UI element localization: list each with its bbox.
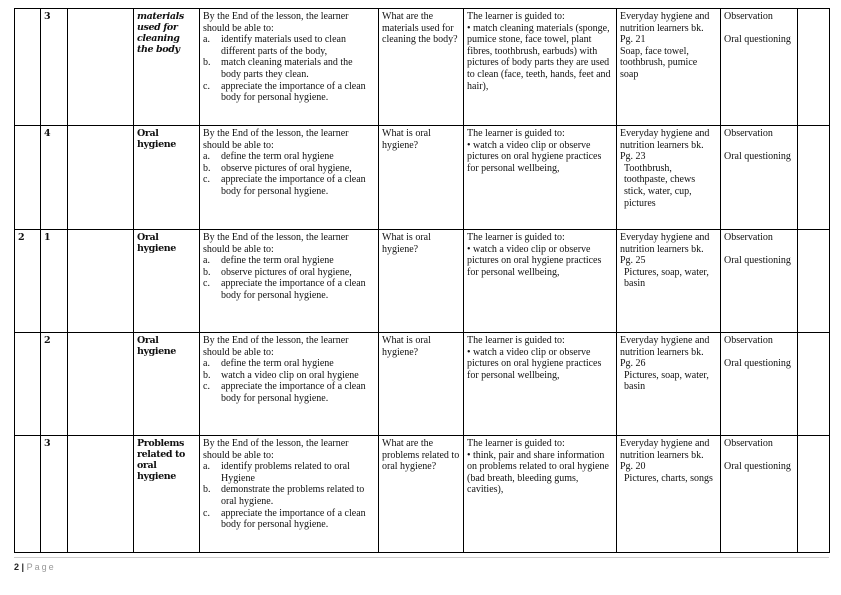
learning-experiences-cell: The learner is guided to: • watch a video clip or observe pictures on oral hygiene practices for personal wellbeing, <box>464 126 617 230</box>
learning-experiences-cell: The learner is guided to: • watch a video clip or observe pictures on oral hygiene practices for personal wellbeing, <box>464 333 617 436</box>
learning-resources-cell: Everyday hygiene and nutrition learners bk. Pg. 21 Soap, face towel, toothbrush, pumice soap <box>617 9 721 126</box>
outcome-item: c. appreciate the importance of a clean body for personal hygiene. <box>203 381 366 404</box>
key-inquiry-question-cell: What is oral hygiene? <box>379 126 464 230</box>
lesson-cell: 1 <box>41 230 68 333</box>
outcome-item: b. observe pictures of oral hygiene, <box>203 266 352 278</box>
outcome-item: c. appreciate the importance of a clean body for personal hygiene. <box>203 174 366 197</box>
assessment-cell: Observation Oral questioning <box>721 126 798 230</box>
substrand-cell: Problems related to oral hygiene <box>134 436 200 553</box>
remarks-cell <box>798 333 830 436</box>
week-cell <box>15 333 41 436</box>
strand-cell <box>68 230 134 333</box>
substrand-cell: materials used for cleaning the body <box>134 9 200 126</box>
outcome-item: c. appreciate the importance of a clean body for personal hygiene. <box>203 507 366 531</box>
learning-resources-cell: Everyday hygiene and nutrition learners bk. Pg. 26 Pictures, soap, water, basin <box>617 333 721 436</box>
table-row <box>15 436 830 553</box>
outcome-item: a. define the term oral hygiene <box>203 358 334 370</box>
key-inquiry-question-cell: What are the materials used for cleaning the body? <box>379 9 464 126</box>
learning-resources-cell: Everyday hygiene and nutrition learners bk. Pg. 23 Toothbrush, toothpaste, chews stick, water, cup, pictures <box>617 126 721 230</box>
outcome-item: c. appreciate the importance of a clean body for personal hygiene. <box>203 278 366 301</box>
assessment-cell: Observation Oral questioning <box>721 333 798 436</box>
strand-cell <box>68 126 134 230</box>
week-cell: 2 <box>15 230 41 333</box>
substrand-cell: Oral hygiene <box>134 126 200 230</box>
outcome-item: a. identify materials used to clean different parts of the body, <box>203 34 346 57</box>
key-inquiry-question-cell: What is oral hygiene? <box>379 333 464 436</box>
week-cell <box>15 9 41 126</box>
table-row <box>15 333 830 436</box>
outcome-item: a. define the term oral hygiene <box>203 151 334 163</box>
lesson-cell: 4 <box>41 126 68 230</box>
remarks-cell <box>798 126 830 230</box>
outcome-item: a. define the term oral hygiene <box>203 255 334 267</box>
table-row <box>15 230 830 333</box>
strand-cell <box>68 9 134 126</box>
outcome-item: b. watch a video clip on oral hygiene <box>203 369 359 381</box>
outcome-item: a. identify problems related to oral Hygiene <box>203 461 350 484</box>
assessment-cell: Observation Oral questioning <box>721 230 798 333</box>
page-separator: | <box>21 562 25 572</box>
page-number: 2 <box>14 562 20 572</box>
remarks-cell <box>798 436 830 553</box>
table-row <box>15 9 830 126</box>
learning-outcomes-cell: By the End of the lesson, the learner should be able to: a. define the term oral hygiene b. observe pictures of oral hygiene, c. appreciate the importance of a clean body for personal hygiene. <box>200 230 379 333</box>
outcome-item: b. observe pictures of oral hygiene, <box>203 162 352 174</box>
assessment-cell: Observation Oral questioning <box>721 436 798 553</box>
outcome-item: b. match cleaning materials and the body parts they clean. <box>203 57 353 80</box>
week-cell <box>15 126 41 230</box>
assessment-cell: Observation Oral questioning <box>721 9 798 126</box>
lesson-cell: 2 <box>41 333 68 436</box>
learning-outcomes-cell: By the End of the lesson, the learner should be able to: a. identify materials used to clean different parts of the body, b. match cleaning materials and the body parts they clean. c. appreciate the importance of a clean body for personal hygiene. <box>200 9 379 126</box>
learning-outcomes-cell: By the End of the lesson, the learner should be able to: a. define the term oral hygiene b. observe pictures of oral hygiene, c. appreciate the importance of a clean body for personal hygiene. <box>200 126 379 230</box>
learning-resources-cell: Everyday hygiene and nutrition learners bk. Pg. 20 Pictures, charts, songs <box>617 436 721 553</box>
key-inquiry-question-cell: What are the problems related to oral hygiene? <box>379 436 464 553</box>
learning-outcomes-cell: By the End of the lesson, the learner should be able to: a. identify problems related to oral Hygiene b. demonstrate the problems related to oral hygiene. c. appreciate the importance of a clean body for personal hygiene. <box>200 436 379 553</box>
remarks-cell <box>798 230 830 333</box>
outcome-item: b. demonstrate the problems related to oral hygiene. <box>203 484 365 507</box>
scheme-of-work-table <box>14 8 830 553</box>
substrand-cell: Oral hygiene <box>134 333 200 436</box>
learning-outcomes-cell: By the End of the lesson, the learner should be able to: a. define the term oral hygiene b. watch a video clip on oral hygiene c. appreciate the importance of a clean body for personal hygiene. <box>200 333 379 436</box>
learning-experiences-cell: The learner is guided to: • match cleaning materials (sponge, pumice stone, face towel, plant fibres, toothbrush, earbuds) with pictures of body parts they are used to clean (face, teeth, hands, feet and hair), <box>464 9 617 126</box>
learning-resources-cell: Everyday hygiene and nutrition learners bk. Pg. 25 Pictures, soap, water, basin <box>617 230 721 333</box>
table-row <box>15 126 830 230</box>
key-inquiry-question-cell: What is oral hygiene? <box>379 230 464 333</box>
week-cell <box>15 436 41 553</box>
lesson-cell: 3 <box>41 436 68 553</box>
outcome-item: c. appreciate the importance of a clean body for personal hygiene. <box>203 80 366 104</box>
strand-cell <box>68 333 134 436</box>
substrand-cell: Oral hygiene <box>134 230 200 333</box>
learning-experiences-cell: The learner is guided to: • think, pair and share information on problems related to oral hygiene (bad breath, bleeding gums, cavities), <box>464 436 617 553</box>
learning-experiences-cell: The learner is guided to: • watch a video clip or observe pictures on oral hygiene practices for personal wellbeing, <box>464 230 617 333</box>
page-label: Page <box>26 562 56 572</box>
lesson-cell: 3 <box>41 9 68 126</box>
page-footer <box>14 557 829 572</box>
remarks-cell <box>798 9 830 126</box>
strand-cell <box>68 436 134 553</box>
